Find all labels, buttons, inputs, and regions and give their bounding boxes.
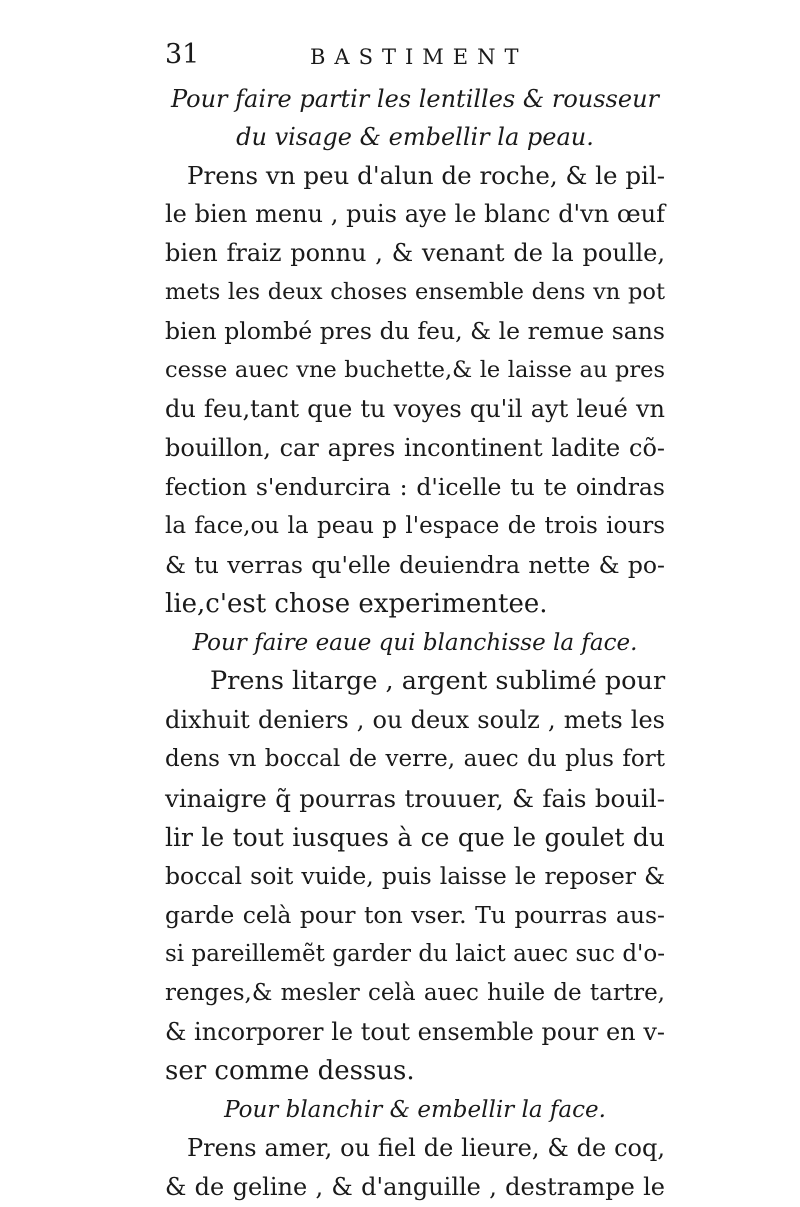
- text-line: renges,& mesler celà auec huile de tartre,: [165, 980, 665, 1006]
- page-body: [165, 80, 665, 1207]
- text-line: ser comme dessus.: [165, 1056, 415, 1086]
- text-line: garde celà pour ton vser. Tu pourras aus-: [165, 901, 665, 929]
- text-line: fection s'endurcira : d'icelle tu te oindras: [165, 473, 665, 501]
- text-line: lir le tout iusques à ce que le goulet du: [165, 823, 665, 852]
- text-line: bien fraiz ponnu , & venant de la poulle,: [165, 239, 665, 267]
- text-line: dixhuit deniers , ou deux soulz , mets les: [165, 706, 665, 734]
- text-line: la face,ou la peau p l'espace de trois iours: [165, 513, 665, 539]
- text-line: bien plombé pres du feu, & le remue sans: [165, 317, 665, 345]
- recipe-heading: Pour faire eaue qui blanchisse la face.: [192, 630, 638, 656]
- text-line: boccal soit vuide, puis laisse le reposer &: [165, 862, 665, 890]
- running-head: BASTIMENT: [310, 45, 528, 69]
- text-line: & de geline , & d'anguille , destrampe le: [165, 1173, 665, 1201]
- recipe-section: [165, 624, 665, 1091]
- text-line: dens vn boccal de verre, auec du plus fort: [165, 746, 665, 772]
- text-line: Prens vn peu d'alun de roche, & le pil-: [187, 161, 665, 190]
- text-line: Prens litarge , argent sublimé pour: [210, 666, 666, 696]
- recipe-heading: Pour faire partir les lentilles & rousseur: [170, 85, 660, 113]
- text-line: cesse auec vne buchette,& le laisse au pres: [165, 357, 665, 383]
- recipe-section: [165, 80, 665, 624]
- text-line: si pareillemẽt garder du laict auec suc d'o-: [165, 941, 665, 967]
- text-line: le bien menu , puis aye le blanc d'vn œuf: [165, 200, 665, 228]
- page-header: [165, 38, 665, 72]
- text-line: & tu verras qu'elle deuiendra nette & po-: [165, 551, 665, 579]
- recipe-heading: du visage & embellir la peau.: [236, 123, 594, 151]
- recipe-heading: Pour blanchir & embellir la face.: [224, 1097, 606, 1123]
- text-line: lie,c'est chose experimentee.: [165, 589, 548, 619]
- recipe-section: [165, 1091, 665, 1207]
- text-line: & incorporer le tout ensemble pour en v-: [165, 1018, 665, 1046]
- page-number: 31: [165, 39, 200, 70]
- text-line: mets les deux choses ensemble dens vn pot: [165, 279, 665, 305]
- text-line: du feu,tant que tu voyes qu'il ayt leué vn: [165, 395, 665, 423]
- text-line: bouillon, car apres incontinent ladite cõ-: [165, 434, 665, 462]
- text-line: vinaigre q̃ pourras trouuer, & fais bouil-: [165, 784, 665, 813]
- text-line: Prens amer, ou fiel de lieure, & de coq,: [187, 1134, 665, 1162]
